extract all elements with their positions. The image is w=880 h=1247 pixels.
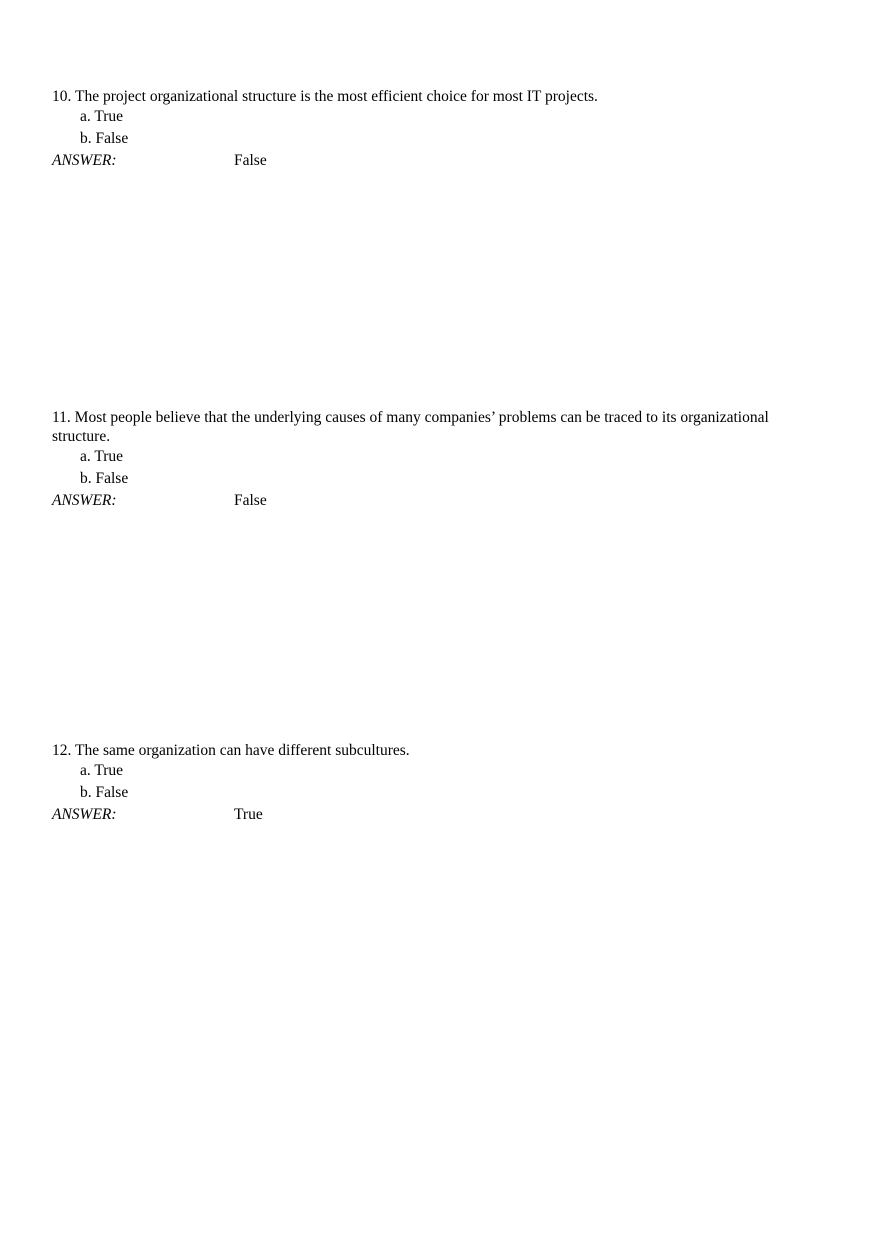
option-b: b. False — [80, 784, 129, 801]
options-list — [52, 106, 812, 150]
answer-value: False — [234, 492, 267, 509]
question-text: 12. The same organization can have different subcultures. — [52, 742, 410, 759]
option-a: a. True — [80, 762, 124, 779]
option-b: b. False — [80, 130, 129, 147]
answer-row — [52, 490, 812, 512]
option-a: a. True — [80, 448, 124, 465]
question-text: 10. The project organizational structure is the most efficient choice for most IT projects. — [52, 88, 598, 105]
question-text: 11. Most people believe that the underlying causes of many companies’ problems can be traced to its organizational structure. — [52, 409, 769, 445]
option-a: a. True — [80, 108, 124, 125]
answer-label: ANSWER: — [52, 492, 117, 509]
answer-row — [52, 150, 812, 172]
question-11 — [52, 408, 812, 512]
answer-label: ANSWER: — [52, 806, 117, 823]
options-list — [52, 446, 812, 490]
options-list — [52, 760, 812, 804]
answer-label: ANSWER: — [52, 152, 117, 169]
question-12 — [52, 741, 812, 826]
answer-value: True — [234, 806, 263, 823]
answer-value: False — [234, 152, 267, 169]
answer-row — [52, 804, 812, 826]
option-b: b. False — [80, 470, 129, 487]
question-10 — [52, 87, 812, 172]
